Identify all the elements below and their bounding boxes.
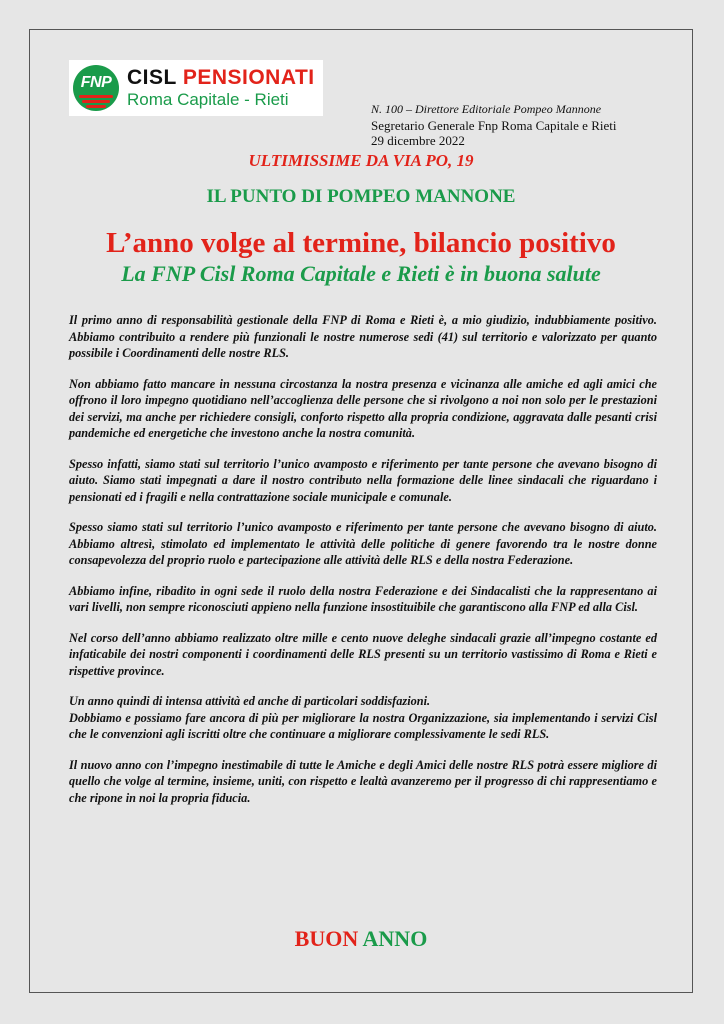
logo-title <box>127 66 315 90</box>
paragraph: Il primo anno di responsabilità gestionale della FNP di Roma e Rieti è, a mio giudizio, indubbiamente positivo. Abbiamo contribuito a rendere più funzionali le nostre numerose sedi (41) sul territorio e valorizzato per quanto possibile i Coordinamenti delle nostre RLS. <box>69 313 657 360</box>
logo-stripe <box>79 95 113 98</box>
cisl-pensionati-logo <box>69 60 323 116</box>
logo-stripe <box>86 105 106 108</box>
logo-title-pensionati: PENSIONATI <box>182 66 315 89</box>
fnp-logo-icon <box>73 65 119 111</box>
logo-stripe <box>82 100 110 103</box>
article-body <box>69 312 657 820</box>
paragraph: Non abbiamo fatto mancare in nessuna circostanza la nostra presenza e vicinanza alle amiche ed agli amici che offrono il loro impegno quotidiano nell’accoglienza delle persone che si rivolgono a noi non solo per le prestazioni dei servizi, ma anche per richiedere consigli, conforto rispetto alla propria condizione, aggravata dalle pesanti crisi pandemiche ed energetiche che investono anche la nostra comunità. <box>69 376 657 440</box>
paragraph: Nel corso dell’anno abbiamo realizzato oltre mille e cento nuove deleghe sindacali grazie all’impegno costante ed infaticabile dei nostri componenti i coordinamenti delle RLS presenti su un territorio vastissimo di Roma e Rieti e rispettive province. <box>69 630 657 678</box>
closing-greeting <box>30 926 692 952</box>
issue-date: 29 dicembre 2022 <box>371 133 465 148</box>
closing-word-buon: BUON <box>294 926 359 951</box>
issue-line: N. 100 – Direttore Editoriale Pompeo Mannone <box>371 102 602 116</box>
paragraph: Spesso siamo stati sul territorio l’unico avamposto e riferimento per tante persone che avevano bisogno di aiuto. Abbiamo altresì, stimolato ed implementato le attività delle politiche di genere favorendo tra le nostre donne consapevolezza del proprio ruolo e partecipazione alle attività delle RLS e della nostra Federazione. <box>69 520 657 567</box>
paragraph: Abbiamo infine, ribadito in ogni sede il ruolo della nostra Federazione e dei Sindacalisti che la rappresentano ai vari livelli, non sempre riconosciuti appieno nella funzione insostituibile che garantiscono alla FNP ed alla Cisl. <box>69 583 657 614</box>
paragraph: Il nuovo anno con l’impegno inestimabile di tutte le Amiche e degli Amici delle nostre RLS potrà essere migliore di quello che volge al termine, insieme, uniti, con rispetto e lealtà avanzeremo per il progresso di chi rappresentiamo e che ripone in noi la propria fiducia. <box>69 757 657 805</box>
paragraph: Spesso infatti, siamo stati sul territorio l’unico avamposto e riferimento per tante persone che avevano bisogno di aiuto. Siamo stati impegnati a dare il nostro contributo nella formazione delle linee sindacali che riguardano i pensionati ed i fragili e nella contrattazione sociale municipale e comunale. <box>69 456 657 504</box>
kicker: ULTIMISSIME DA VIA PO, 19 <box>248 151 474 170</box>
closing-word-anno: ANNO <box>362 926 428 951</box>
newsletter-page <box>29 29 693 993</box>
logo-mark-text: FNP <box>80 74 112 91</box>
paragraph: Un anno quindi di intensa attività ed anche di particolari soddisfazioni. <box>69 694 431 708</box>
logo-subtitle: Roma Capitale - Rieti <box>127 90 289 109</box>
logo-title-cisl: CISL <box>127 66 177 89</box>
subheadline: La FNP Cisl Roma Capitale e Rieti è in buona salute <box>121 261 601 286</box>
author-role: Segretario Generale Fnp Roma Capitale e Rieti <box>371 117 617 133</box>
logo-text <box>127 66 315 110</box>
column-title: IL PUNTO DI POMPEO MANNONE <box>206 186 516 207</box>
paragraph: Dobbiamo e possiamo fare ancora di più per migliorare la nostra Organizzazione, sia implementando i servizi Cisl che le convenzioni agli iscritti oltre che continuare a migliorare complessivamente le sedi RLS. <box>69 710 657 741</box>
headline: L’anno volge al termine, bilancio positivo <box>106 227 616 259</box>
masthead <box>371 102 616 149</box>
